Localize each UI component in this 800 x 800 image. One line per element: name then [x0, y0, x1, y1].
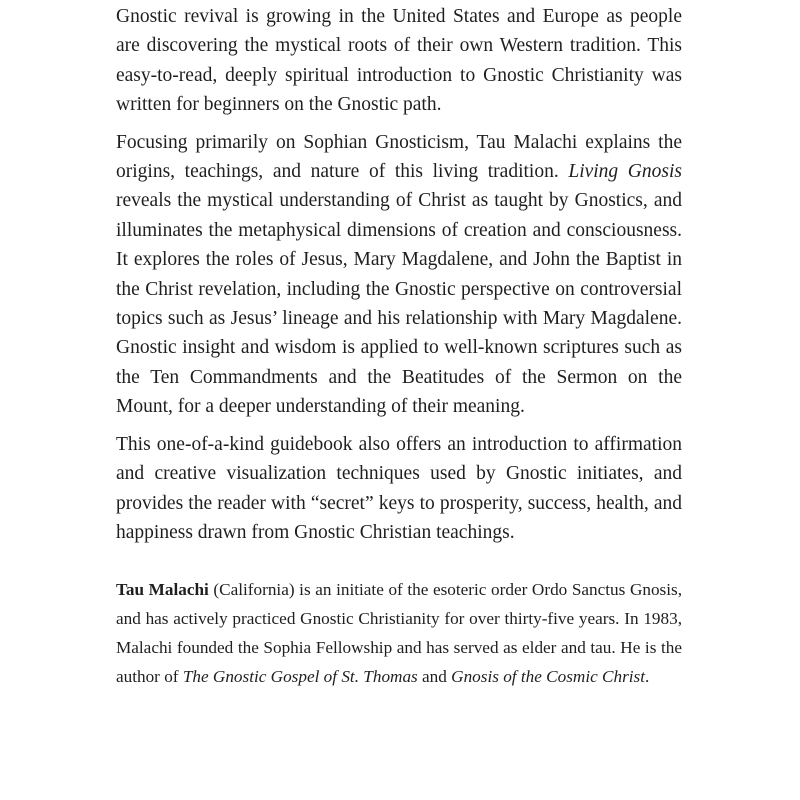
book-title-gnostic-gospel: The Gnostic Gospel of St. Thomas [182, 667, 418, 687]
book-title-living-gnosis: Living Gnosis [568, 161, 682, 183]
author-bio-text-2: and [417, 667, 452, 687]
author-bio-text-3: . [645, 667, 650, 687]
author-bio-text-1: (California) is an initiate of the esoteric order Ordo Sanctus Gnosis, and has actively practiced Gnostic Christianity for over thirty-five years. In 1983, Malachi founded the Sophia Fellowship and has served as elder and tau. He is the author of [116, 580, 683, 687]
back-cover-text [116, 2, 682, 691]
description-paragraph-1: Gnostic revival is growing in the United States and Europe as people are discovering the mystical roots of their own Western tradition. This easy-to-read, deeply spiritual introduction to Gnostic Christianity was written for beginners on the Gnostic path. [116, 6, 682, 116]
description-paragraph-3: This one-of-a-kind guidebook also offers an introduction to affirmation and creative visualization techniques used by Gnostic initiates, and provides the reader with “secret” keys to prosperity, success, health, and happiness drawn from Gnostic Christian teachings. [116, 433, 682, 543]
author-bio-paragraph [116, 575, 682, 691]
book-description [116, 2, 682, 547]
author-bio [116, 575, 682, 691]
description-paragraph-2 [116, 128, 682, 422]
description-p2-body: reveals the mystical understanding of Christ as taught by Gnostics, and illuminates the metaphysical dimensions of creation and consciousness. It explores the roles of Jesus, Mary Magdalene, and John the Baptist in the Christ revelation, including the Gnostic perspective on controversial topics such as Jesus’ lineage and his relationship with Mary Magdalene. Gnostic insight and wisdom is applied to well-known scriptures such as the Ten Commandments and the Beatitudes of the Sermon on the Mount, for a deeper understanding of their meaning. [116, 190, 682, 418]
author-name: Tau Malachi [116, 580, 209, 600]
book-title-cosmic-christ: Gnosis of the Cosmic Christ [451, 667, 646, 687]
description-p2-intro: Focusing primarily on Sophian Gnosticism, Tau Malachi explains the origins, teachings, and nature of this living tradition. [116, 131, 682, 183]
